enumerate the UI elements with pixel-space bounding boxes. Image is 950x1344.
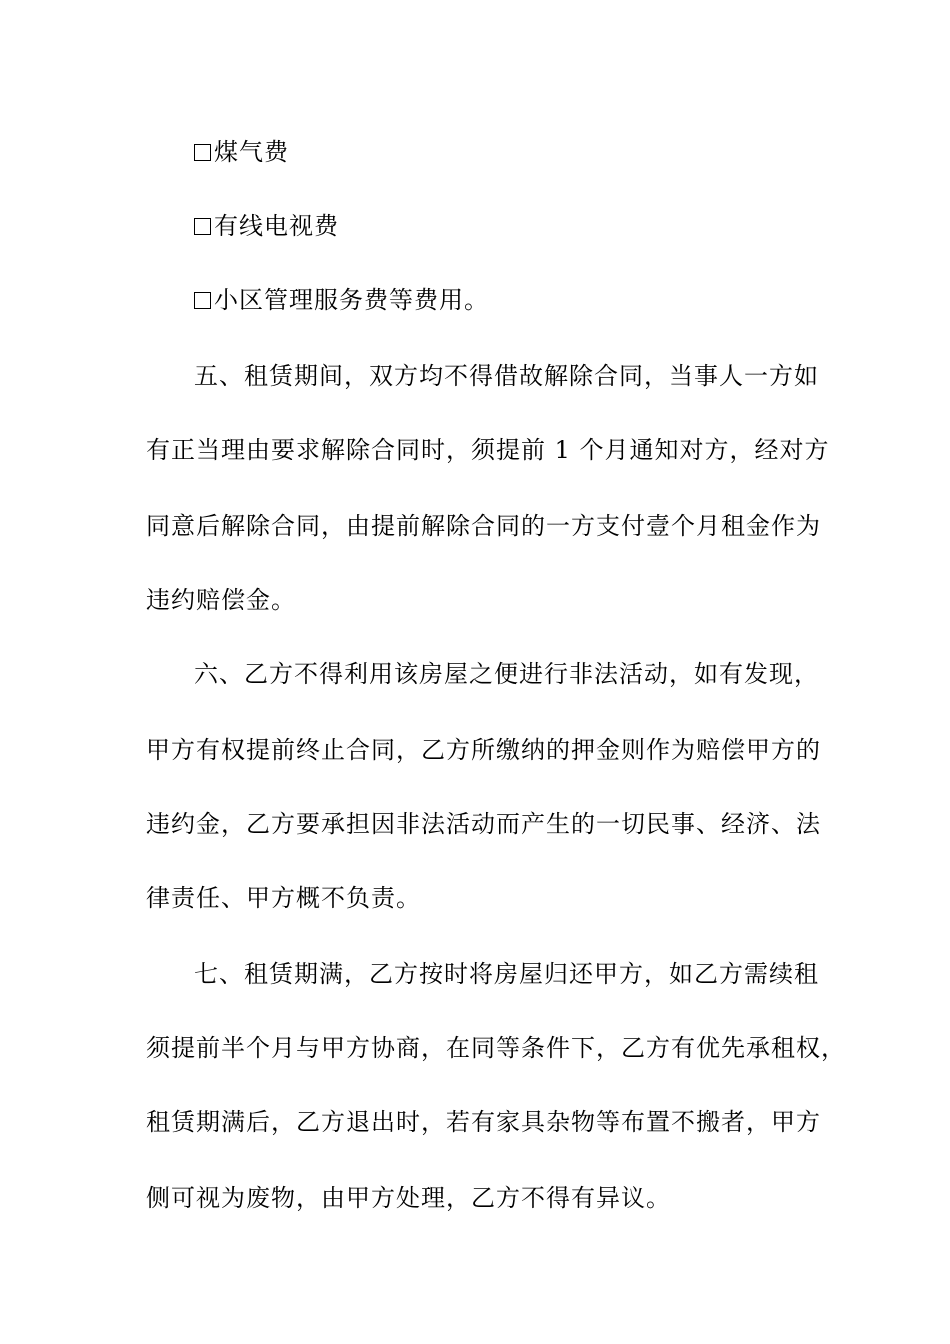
paragraph-5-line-4: 违约赔偿金。 bbox=[146, 586, 296, 614]
checkbox-icon[interactable] bbox=[194, 218, 211, 235]
checkbox-label: 煤气费 bbox=[214, 138, 289, 166]
paragraph-6-line-3: 违约金，乙方要承担因非法活动而产生的一切民事、经济、法 bbox=[146, 810, 821, 838]
paragraph-6-line-4: 律责任、甲方概不负责。 bbox=[146, 884, 421, 912]
checkbox-item-gas-fee bbox=[194, 134, 884, 170]
paragraph-6-line-1: 六、乙方不得利用该房屋之便进行非法活动，如有发现， bbox=[194, 660, 819, 688]
checkbox-icon[interactable] bbox=[194, 144, 211, 161]
paragraph-7-line-2: 须提前半个月与甲方协商，在同等条件下，乙方有优先承租权， bbox=[146, 1034, 846, 1062]
paragraph-7-line-4: 侧可视为废物，由甲方处理，乙方不得有异议。 bbox=[146, 1184, 671, 1212]
paragraph-5-line-3: 同意后解除合同，由提前解除合同的一方支付壹个月租金作为 bbox=[146, 512, 821, 540]
checkbox-label: 有线电视费 bbox=[214, 212, 339, 240]
checkbox-item-management-fee bbox=[194, 282, 884, 318]
checkbox-icon[interactable] bbox=[194, 292, 211, 309]
paragraph-7-line-1: 七、租赁期满，乙方按时将房屋归还甲方，如乙方需续租 bbox=[194, 960, 819, 988]
paragraph-5-line-1: 五、租赁期间，双方均不得借故解除合同，当事人一方如 bbox=[194, 362, 819, 390]
paragraph-6-line-2: 甲方有权提前终止合同，乙方所缴纳的押金则作为赔偿甲方的 bbox=[146, 736, 821, 764]
checkbox-label: 小区管理服务费等费用。 bbox=[214, 286, 489, 314]
paragraph-5-line-2: 有正当理由要求解除合同时，须提前 1 个月通知对方，经对方 bbox=[146, 436, 830, 464]
checkbox-item-cable-tv-fee bbox=[194, 208, 884, 244]
paragraph-7-line-3: 租赁期满后，乙方退出时，若有家具杂物等布置不搬者，甲方 bbox=[146, 1108, 821, 1136]
